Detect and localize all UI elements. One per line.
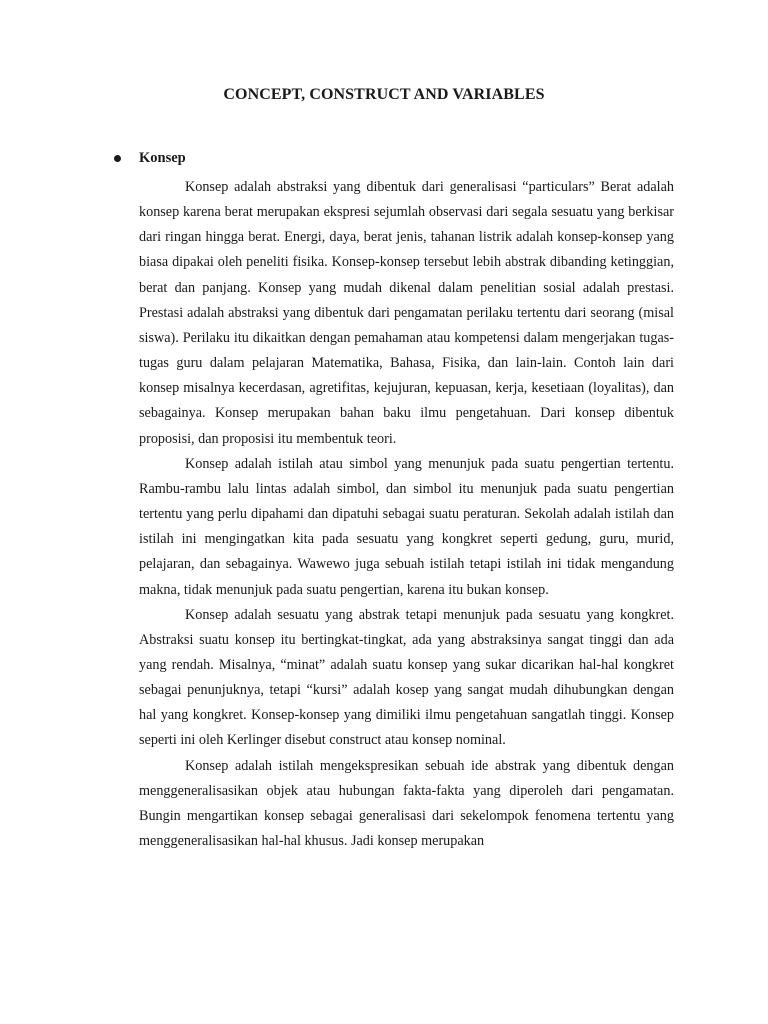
- paragraph-3: Konsep adalah sesuatu yang abstrak tetapi menunjuk pada sesuatu yang kongkret. Abstraksi suatu konsep itu bertingkat-tingkat, ada yang abstraksinya sangat tinggi dan ada yang rendah. Misalnya, “minat” adalah suatu konsep yang sukar dicarikan hal-hal kongkret sebagai penunjuknya, tetapi “kursi” adalah kosep yang sangat mudah dihubungkan dengan hal yang kongkret. Konsep-konsep yang dimiliki ilmu pengetahuan sangatlah tinggi. Konsep seperti ini oleh Kerlinger disebut construct atau konsep nominal.: [139, 606, 674, 749]
- body-text: [139, 175, 674, 854]
- paragraph-2: Konsep adalah istilah atau simbol yang menunjuk pada suatu pengertian tertentu. Rambu-rambu lalu lintas adalah simbol, dan simbol itu menunjuk pada suatu pengertian tertentu yang perlu dipahami dan dipatuhi sebagai suatu peraturan. Sekolah adalah istilah dan istilah ini mengingatkan kita pada sesuatu yang kongkret seperti gedung, guru, murid, pelajaran, dan sebagainya. Wawewo juga sebuah istilah tetapi istilah ini tidak mengandung makna, tidak menunjuk pada suatu pengertian, karena itu bukan konsep.: [139, 455, 674, 598]
- bullet-icon: [114, 155, 121, 162]
- paragraph-4: Konsep adalah istilah mengekspresikan sebuah ide abstrak yang dibentuk dengan menggeneralisasikan objek atau hubungan fakta-fakta yang diperoleh dari pengamatan. Bungin mengartikan konsep sebagai generalisasi dari sekelompok fenomena tertentu yang menggeneralisasikan hal-hal khusus. Jadi konsep merupakan: [139, 757, 674, 850]
- section-heading: [114, 150, 186, 167]
- paragraph-1: Konsep adalah abstraksi yang dibentuk dari generalisasi “particulars” Berat adalah konsep karena berat merupakan ekspresi sejumlah observasi dari segala sesuatu yang berkisar dari ringan hingga berat. Energi, daya, berat jenis, tahanan listrik adalah konsep-konsep yang biasa dipakai oleh peneliti fisika. Konsep-konsep tersebut lebih abstrak dibanding ketinggian, berat dan panjang. Konsep yang mudah dikenal dalam penelitian sosial adalah prestasi. Prestasi adalah abstraksi yang dibentuk dari pengamatan perilaku tertentu dari seorang (misal siswa). Perilaku itu dikaitkan dengan pemahaman atau kompetensi dalam mengerjakan tugas-tugas guru dalam pelajaran Matematika, Bahasa, Fisika, dan lain-lain. Contoh lain dari konsep misalnya kecerdasan, agretifitas, kejujuran, kepuasan, kerja, kesetiaan (loyalitas), dan sebagainya. Konsep merupakan bahan baku ilmu pengetahuan. Dari konsep dibentuk proposisi, dan proposisi itu membentuk teori.: [139, 179, 674, 447]
- section-heading-label: Konsep: [139, 150, 186, 166]
- document-title: CONCEPT, CONSTRUCT AND VARIABLES: [223, 86, 545, 103]
